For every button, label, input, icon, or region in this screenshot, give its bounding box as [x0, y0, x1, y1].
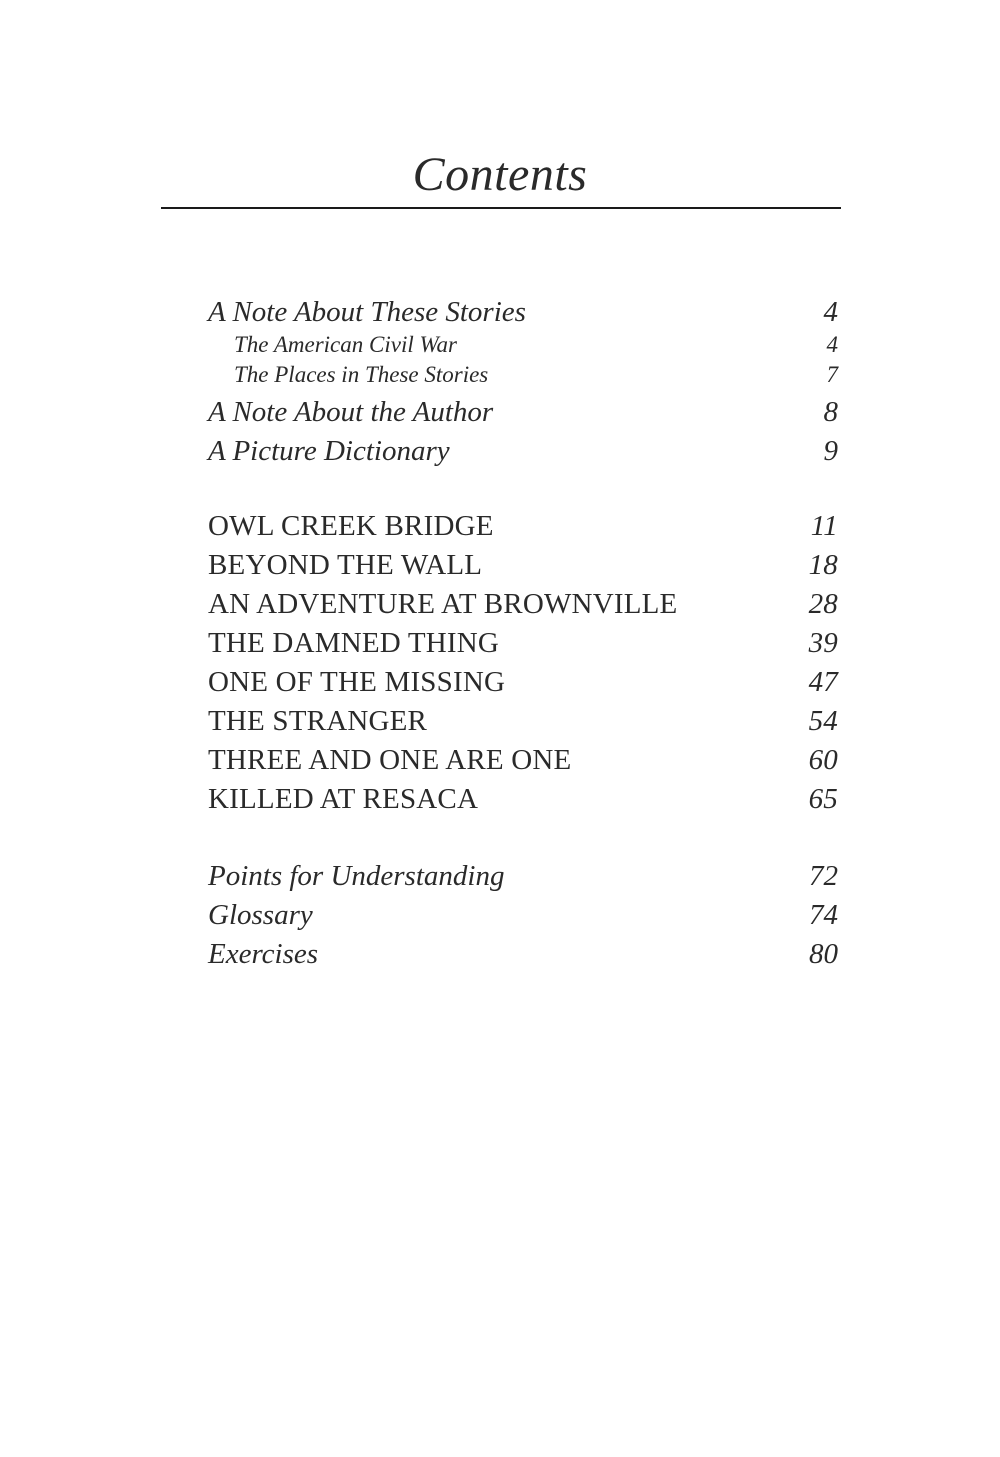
toc-entry-label: OWL CREEK BRIDGE — [208, 510, 494, 542]
toc-entry-page: 47 — [808, 666, 838, 698]
toc-entry-page: 8 — [823, 396, 838, 428]
toc-entry-label: The American Civil War — [234, 332, 457, 357]
toc-entry-label: A Picture Dictionary — [208, 435, 450, 467]
toc-story-three-and-one-are-one — [208, 742, 838, 778]
toc-story-damned-thing — [208, 625, 838, 661]
toc-entry-label: The Places in These Stories — [234, 362, 489, 387]
toc-entry-page: 4 — [823, 296, 838, 328]
toc-entry-page: 65 — [808, 783, 838, 815]
toc-story-the-stranger — [208, 703, 838, 739]
toc-entry-label: KILLED AT RESACA — [208, 783, 479, 815]
toc-entry-note-about-author — [208, 394, 838, 430]
toc-entry-page: 54 — [808, 705, 838, 737]
toc-entry-label: Points for Understanding — [208, 860, 505, 892]
title-rule — [161, 207, 841, 209]
toc-entry-page: 11 — [810, 510, 838, 542]
toc-entry-label: A Note About the Author — [208, 396, 494, 428]
toc-entry-label: THE DAMNED THING — [208, 627, 500, 659]
toc-entry-note-about-stories — [208, 294, 838, 330]
toc-story-one-of-the-missing — [208, 664, 838, 700]
toc-entry-page: 80 — [809, 938, 838, 970]
toc-entry-label: Exercises — [208, 938, 319, 970]
toc-entry-glossary — [208, 897, 838, 933]
toc-entry-page: 60 — [808, 744, 838, 776]
toc-entry-points-for-understanding — [208, 858, 838, 894]
toc-entry-page: 72 — [809, 860, 838, 892]
toc-entry-page: 18 — [808, 549, 838, 581]
toc-entry-page: 9 — [823, 435, 838, 467]
toc-entry-label: THREE AND ONE ARE ONE — [208, 744, 572, 776]
toc-story-beyond-the-wall — [208, 547, 838, 583]
toc-entry-label: BEYOND THE WALL — [208, 549, 483, 581]
toc-entry-picture-dictionary — [208, 433, 838, 469]
toc-story-adventure-at-brownville — [208, 586, 838, 622]
toc-entry-page: 39 — [808, 627, 838, 659]
toc-subentry-places-in-stories — [208, 361, 838, 389]
toc-entry-page: 7 — [826, 362, 838, 387]
toc-entry-label: Glossary — [208, 899, 313, 931]
toc-entry-page: 74 — [809, 899, 838, 931]
toc-entry-page: 28 — [808, 588, 838, 620]
toc-story-owl-creek-bridge — [208, 508, 838, 544]
toc-entry-label: AN ADVENTURE AT BROWNVILLE — [208, 588, 678, 620]
toc-entry-label: A Note About These Stories — [208, 296, 526, 328]
toc-subentry-american-civil-war — [208, 331, 838, 359]
toc-story-killed-at-resaca — [208, 781, 838, 817]
page-title: Contents — [412, 148, 588, 201]
toc-entry-page: 4 — [826, 332, 838, 357]
toc-entry-exercises — [208, 936, 838, 972]
toc-entry-label: ONE OF THE MISSING — [208, 666, 506, 698]
toc-entry-label: THE STRANGER — [208, 705, 428, 737]
